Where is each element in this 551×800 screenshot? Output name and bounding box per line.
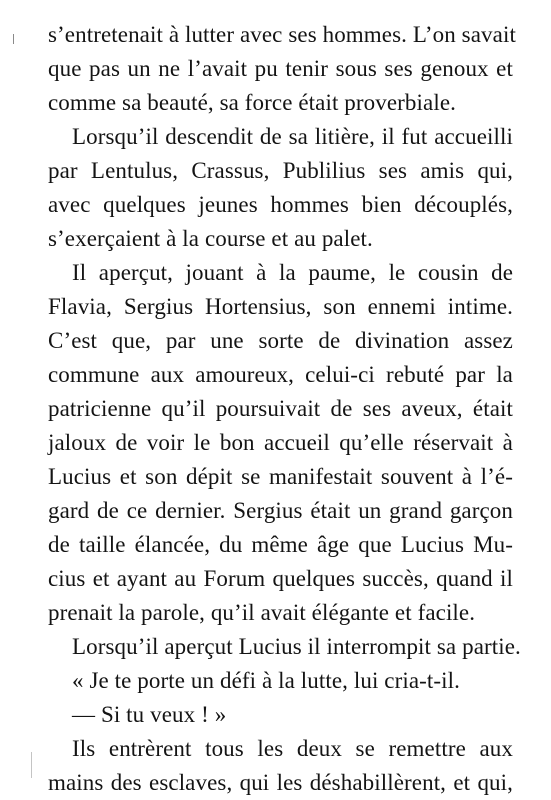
text-line: Flavia, Sergius Hortensius, son ennemi intime. xyxy=(48,294,513,319)
text-line: commune aux amoureux, celui-ci rebuté par la xyxy=(48,362,513,387)
text-line: patricienne qu’il poursuivait de ses aveux, était xyxy=(48,396,513,421)
text-line: s’exerçaient à la course et au palet. xyxy=(48,226,373,251)
text-line: Lucius et son dépit se manifestait souvent à l’é- xyxy=(48,464,513,489)
text-line: par Lentulus, Crassus, Publilius ses amis qui, xyxy=(48,158,513,183)
text-line: Lorsqu’il aperçut Lucius il interrompit sa partie. xyxy=(72,634,521,659)
margin-mark xyxy=(13,34,14,44)
text-line: avec quelques jeunes hommes bien découplés, xyxy=(48,192,513,217)
text-line: Il aperçut, jouant à la paume, le cousin de xyxy=(72,260,513,285)
text-line: que pas un ne l’avait pu tenir sous ses genoux et xyxy=(48,56,513,81)
text-line: s’entretenait à lutter avec ses hommes. L’on savait xyxy=(48,22,516,47)
text-line: « Je te porte un défi à la lutte, lui cria-t-il. xyxy=(72,668,460,693)
text-line: C’est que, par une sorte de divination assez xyxy=(48,328,513,353)
text-line: — Si tu veux ! » xyxy=(72,702,227,727)
margin-mark xyxy=(31,752,32,778)
text-line: jaloux de voir le bon accueil qu’elle réservait à xyxy=(48,430,513,455)
text-line: cius et ayant au Forum quelques succès, quand il xyxy=(48,566,513,591)
text-line: comme sa beauté, sa force était proverbiale. xyxy=(48,90,456,115)
text-line: Lorsqu’il descendit de sa litière, il fut accueilli xyxy=(72,124,513,149)
text-line: prenait la parole, qu’il avait élégante et facile. xyxy=(48,600,476,625)
text-line: mains des esclaves, qui les déshabillèrent, et qui, xyxy=(48,770,513,795)
text-line: Ils entrèrent tous les deux se remettre aux xyxy=(72,736,513,761)
text-line: gard de ce dernier. Sergius était un grand garçon xyxy=(48,498,513,523)
text-line: de taille élancée, du même âge que Lucius Mu- xyxy=(48,532,513,557)
